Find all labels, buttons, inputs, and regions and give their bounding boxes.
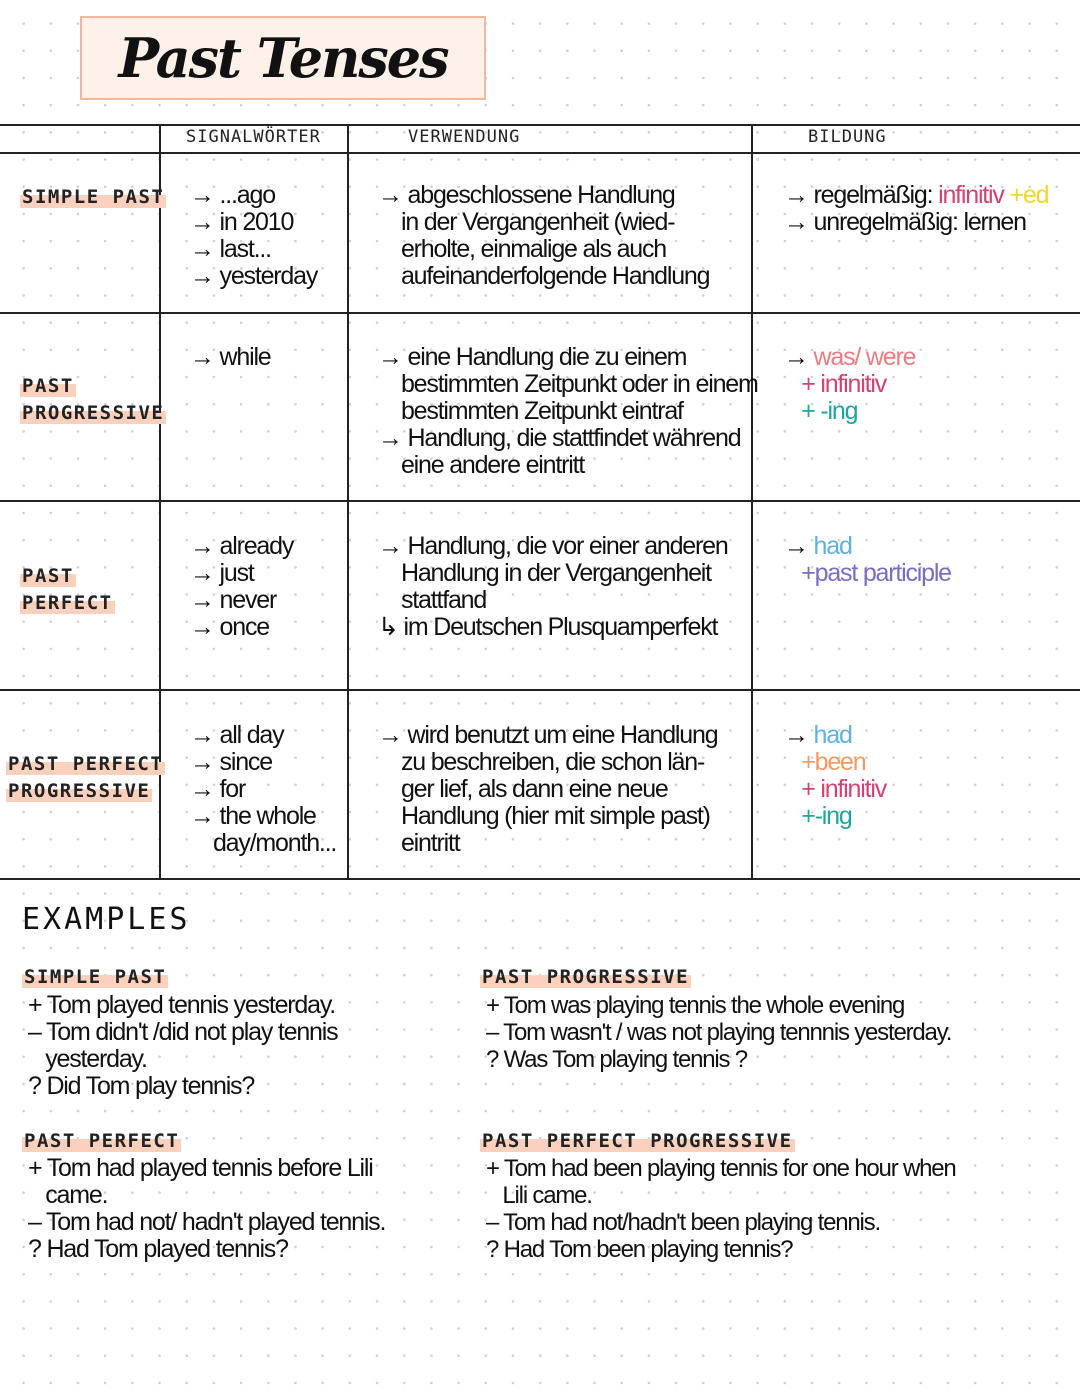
formation-segment: had (813, 532, 852, 560)
divider (347, 125, 349, 879)
formation-segment: +ed (1003, 181, 1049, 209)
label-line: PAST PERFECT (8, 753, 164, 775)
divider (0, 500, 1080, 502)
formation-segment: + -ing (801, 397, 858, 425)
formation-segment: was/ were (813, 343, 916, 371)
header-bildung: BILDUNG (808, 127, 887, 147)
formation-segment: +past participle (801, 559, 951, 587)
label-line: PAST (22, 565, 74, 587)
formation-segment: + infinitiv (801, 775, 886, 803)
title-box (80, 16, 486, 100)
formation-text (784, 344, 915, 425)
label-line: PROGRESSIVE (22, 402, 165, 424)
example-title-text: PAST PERFECT PROGRESSIVE (482, 1130, 793, 1152)
example-text: + Tom had been playing tennis for one hour when Lili came. – Tom had not/hadn't been playing tennis. ? Had Tom been playing tennis? (486, 1155, 956, 1263)
example-title (480, 966, 691, 988)
header-verwendung: VERWENDUNG (408, 127, 521, 147)
label-line: PAST (22, 375, 74, 397)
example-text: + Tom played tennis yesterday. – Tom didn't /did not play tennis yesterday. ? Did Tom play tennis? (28, 991, 338, 1100)
example-text: + Tom had played tennis before Lili came. – Tom had not/ hadn't played tennis. ? Had Tom played tennis? (28, 1154, 386, 1263)
label-line: PERFECT (22, 592, 113, 614)
signal-words: → ...ago → in 2010 → last... → yesterday (190, 181, 318, 290)
header-signalwoerter: SIGNALWÖRTER (186, 127, 321, 147)
divider (751, 125, 753, 879)
divider (0, 312, 1080, 314)
usage-text: → wird benutzt um eine Handlung zu beschreiben, die schon län- ger lief, als dann eine neue Handlung (hier mit simple past) eintritt (378, 721, 718, 857)
example-text: + Tom was playing tennis the whole evening – Tom wasn't / was not playing tennnis yesterday. ? Was Tom playing tennis ? (486, 992, 952, 1073)
example-title-text: SIMPLE PAST (24, 966, 167, 988)
usage-text: → eine Handlung die zu einem bestimmten Zeitpunkt oder in einem bestimmten Zeitpunkt eintraf → Handlung, die stattfindet während eine andere eintritt (378, 343, 758, 479)
signal-words: → while (190, 343, 271, 371)
divider (0, 689, 1080, 691)
example-title (22, 1130, 181, 1152)
usage-text: → abgeschlossene Handlung in der Vergangenheit (wied- erholte, einmalige als auch aufeinanderfolgende Handlung (378, 181, 710, 290)
example-title (480, 1130, 795, 1152)
signal-words: → all day → since → for → the whole day/month... (190, 721, 337, 857)
formation-segment: +-ing (801, 802, 852, 830)
formation-segment: + infinitiv (801, 370, 886, 398)
row-label-past-perfect-progressive (6, 751, 165, 805)
example-title-text: PAST PERFECT (24, 1130, 180, 1152)
page-title: Past Tenses (118, 26, 448, 90)
formation-segment: → (784, 721, 814, 749)
examples-heading: EXAMPLES (22, 902, 191, 937)
example-title-text: PAST PROGRESSIVE (482, 966, 690, 988)
label-line: PROGRESSIVE (8, 780, 151, 802)
formation-segment: had (813, 721, 852, 749)
divider (0, 878, 1080, 880)
formation-text (784, 722, 886, 830)
row-label-simple-past (20, 184, 166, 211)
formation-text (784, 182, 1048, 236)
row-label-past-progressive (20, 373, 166, 427)
example-title (22, 966, 168, 988)
formation-segment: +been (801, 748, 866, 776)
signal-words: → already → just → never → once (190, 532, 294, 641)
formation-segment: → (784, 532, 814, 560)
formation-segment: → unregelmäßig: lernen (784, 208, 1026, 236)
usage-text: → Handlung, die vor einer anderen Handlung in der Vergangenheit stattfand ↳ im Deutschen Plusquamperfekt (378, 532, 728, 641)
divider (0, 124, 1080, 126)
formation-segment: infinitiv (938, 181, 1004, 209)
formation-segment: → regelmäßig: (784, 181, 939, 209)
label-line: SIMPLE PAST (22, 186, 165, 208)
formation-text (784, 533, 951, 587)
divider (0, 152, 1080, 154)
row-label-past-perfect (20, 563, 115, 617)
formation-segment: → (784, 343, 814, 371)
